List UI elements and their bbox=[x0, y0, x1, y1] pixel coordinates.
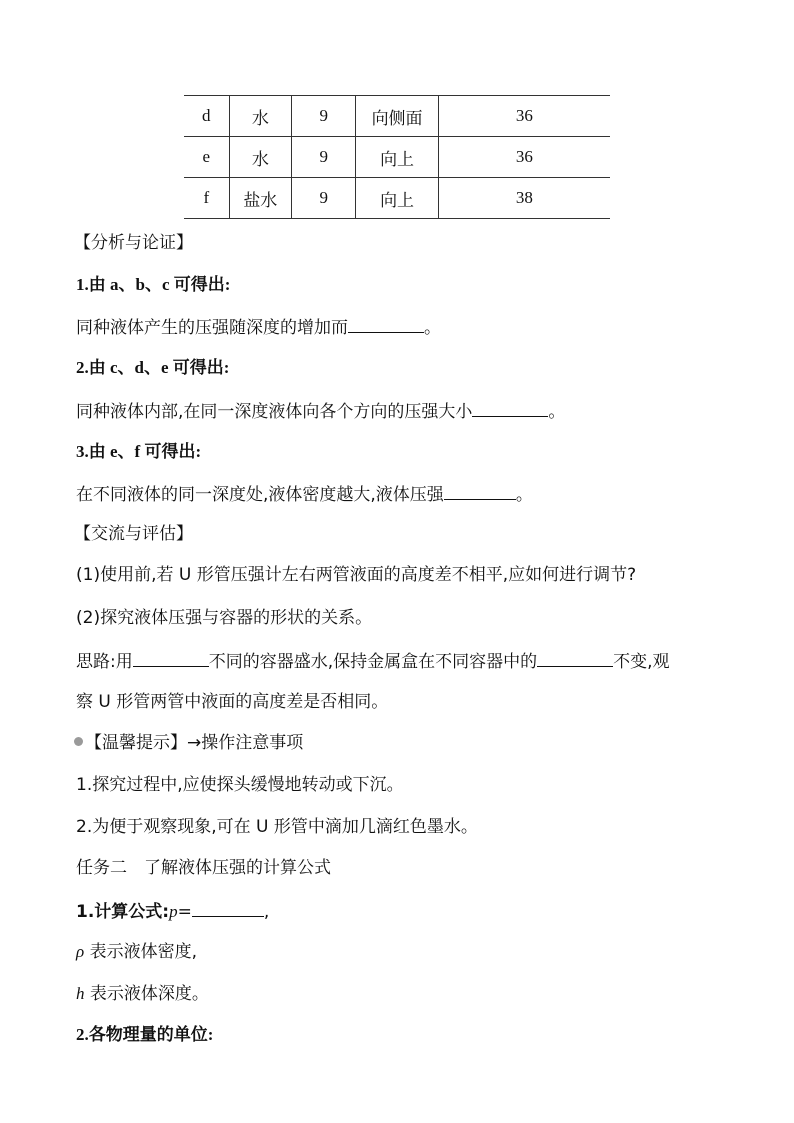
answer-blank[interactable] bbox=[537, 648, 613, 667]
evaluation-heading: 【交流与评估】 bbox=[74, 524, 193, 544]
answer-blank[interactable] bbox=[472, 398, 548, 417]
table-cell: 水 bbox=[229, 137, 291, 178]
answer-blank[interactable] bbox=[348, 314, 424, 333]
punctuation: 。 bbox=[548, 402, 566, 422]
analysis-item3-text: 在不同液体的同一深度处,液体密度越大,液体压强 bbox=[76, 485, 444, 505]
tip-1: 1.探究过程中,应使探头缓慢地转动或下沉。 bbox=[76, 775, 404, 795]
evaluation-q2: (2)探究液体压强与容器的形状的关系。 bbox=[76, 608, 373, 628]
punctuation: 。 bbox=[424, 318, 441, 338]
table-cell: 9 bbox=[292, 178, 356, 219]
analysis-item2-title: 2.由 c、d、e 可得出: bbox=[76, 358, 230, 377]
analysis-item3 bbox=[76, 481, 533, 507]
table-cell: 9 bbox=[292, 96, 356, 137]
analysis-item2 bbox=[76, 398, 565, 424]
idea-text: 不同的容器盛水,保持金属盒在不同容器中的 bbox=[208, 652, 538, 672]
answer-blank[interactable] bbox=[133, 648, 209, 667]
answer-blank[interactable] bbox=[192, 898, 264, 917]
h-line bbox=[76, 982, 209, 1006]
task2-title: 任务二 了解液体压强的计算公式 bbox=[76, 858, 331, 878]
data-table bbox=[184, 95, 610, 219]
punctuation: 。 bbox=[515, 485, 533, 505]
formula-var: p bbox=[169, 902, 178, 921]
formula-eq: = bbox=[177, 902, 192, 922]
analysis-item3-title: 3.由 e、f 可得出: bbox=[76, 442, 202, 461]
tips-heading-text: 【温馨提示】→操作注意事项 bbox=[85, 733, 304, 753]
info-icon bbox=[74, 737, 83, 746]
analysis-item1-title: 1.由 a、b、c 可得出: bbox=[76, 275, 231, 294]
rho-text: 表示液体密度, bbox=[84, 942, 197, 962]
table-row bbox=[184, 137, 610, 178]
answer-blank[interactable] bbox=[444, 481, 516, 500]
idea-text: 不变,观 bbox=[613, 652, 670, 672]
table-cell: 向侧面 bbox=[356, 96, 438, 137]
rho-symbol: ρ bbox=[76, 942, 85, 961]
punctuation: , bbox=[263, 902, 270, 922]
evaluation-q1: (1)使用前,若 U 形管压强计左右两管液面的高度差不相平,应如何进行调节? bbox=[76, 565, 637, 585]
analysis-item1 bbox=[76, 314, 441, 340]
h-symbol: h bbox=[76, 984, 85, 1003]
formula-line bbox=[76, 898, 269, 924]
formula-label: 1.计算公式: bbox=[76, 902, 170, 922]
table-cell: 向上 bbox=[356, 137, 438, 178]
h-text: 表示液体深度。 bbox=[84, 984, 209, 1004]
table-cell: 向上 bbox=[356, 178, 438, 219]
evaluation-idea bbox=[76, 648, 670, 674]
rho-line bbox=[76, 940, 197, 964]
table-row bbox=[184, 96, 610, 137]
table-cell: 水 bbox=[229, 96, 291, 137]
tips-heading bbox=[74, 731, 303, 755]
table-cell: 36 bbox=[438, 96, 610, 137]
tip-2: 2.为便于观察现象,可在 U 形管中滴加几滴红色墨水。 bbox=[76, 817, 478, 837]
table-cell: 盐水 bbox=[229, 178, 291, 219]
table-cell: 38 bbox=[438, 178, 610, 219]
analysis-item1-text: 同种液体产生的压强随深度的增加而 bbox=[76, 318, 348, 338]
evaluation-idea-cont: 察 U 形管两管中液面的高度差是否相同。 bbox=[76, 692, 389, 712]
units-title: 2.各物理量的单位: bbox=[76, 1025, 214, 1044]
analysis-heading: 【分析与论证】 bbox=[74, 233, 193, 253]
table-cell: f bbox=[184, 178, 229, 219]
idea-text: 思路:用 bbox=[76, 652, 133, 672]
table-cell: d bbox=[184, 96, 229, 137]
table-cell: 36 bbox=[438, 137, 610, 178]
table-cell: 9 bbox=[292, 137, 356, 178]
analysis-item2-text: 同种液体内部,在同一深度液体向各个方向的压强大小 bbox=[76, 402, 473, 422]
table-row bbox=[184, 178, 610, 219]
table-cell: e bbox=[184, 137, 229, 178]
